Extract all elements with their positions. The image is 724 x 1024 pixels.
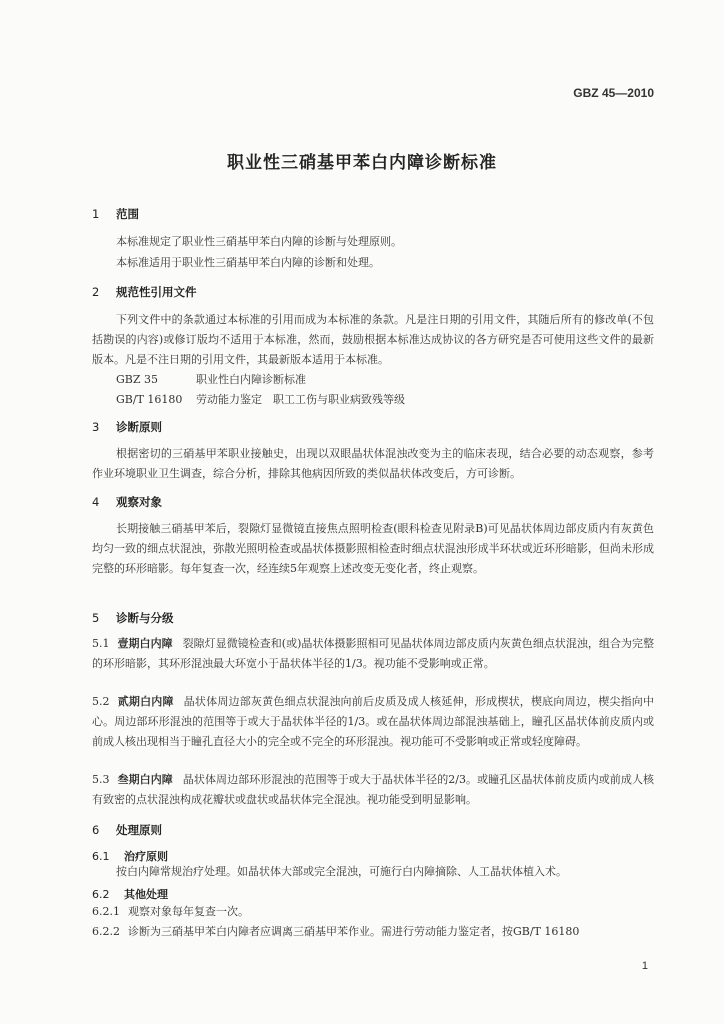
document-title: 职业性三硝基甲苯白内障诊断标准: [227, 153, 497, 173]
grade-1-item: 5.1 壹期白内障 裂隙灯显微镜检查和(或)晶状体摄影照相可见晶状体周边部皮质内灰黄色细点状混浊，组合为完整的环形暗影，其环形混浊最大环宽小于晶状体半径的1/3。视功能不受影响或正常。: [92, 637, 655, 670]
subsection-6-1-heading: 6.1 治疗原则: [92, 850, 168, 863]
item-6-2-1: 6.2.1 观察对象每年复查一次。: [92, 905, 249, 918]
reference-gbz35: GBZ 35 职业性白内障诊断标准: [116, 373, 306, 386]
item-6-2-2: 6.2.2 诊断为三硝基甲苯白内障者应调离三硝基甲苯作业。需进行劳动能力鉴定者，按GB/T 16180: [92, 925, 580, 938]
section-4-heading: 4 观察对象: [92, 495, 162, 509]
section-2-heading: 2 规范性引用文件: [92, 285, 197, 299]
standard-code: GBZ 45—2010: [573, 86, 654, 100]
section-2-paragraph: 下列文件中的条款通过本标准的引用而成为本标准的条款。凡是注日期的引用文件，其随后所有的修改单(不包括勘误的内容)或修订版均不适用于本标准，然而，鼓励根据本标准达成协议的各方研究是否可使用这些文件的最新版本。凡是不注日期的引用文件，其最新版本适用于本标准。: [92, 313, 654, 366]
page-number: 1: [641, 960, 648, 972]
section-3-heading: 3 诊断原则: [92, 420, 162, 434]
section-1-paragraph-1: 本标准规定了职业性三硝基甲苯白内障的诊断与处理原则。: [116, 235, 402, 248]
section-1-heading: 1 范围: [92, 207, 139, 221]
section-1-paragraph-2: 本标准适用于职业性三硝基甲苯白内障的诊断和处理。: [116, 256, 380, 269]
section-6-heading: 6 处理原则: [92, 823, 162, 837]
subsection-6-1-paragraph: 按白内障常规治疗处理。如晶状体大部或完全混浊，可施行白内障摘除、人工晶状体植入术。: [116, 865, 567, 878]
grade-3-item: 5.3 叁期白内障 晶状体周边部环形混浊的范围等于或大于晶状体半径的2/3。或瞳孔区晶状体前皮质内或前成人核有致密的点状混浊构成花瓣状或盘状或晶状体完全混浊。视功能受到明显影响。: [92, 773, 654, 806]
section-3-paragraph: 根据密切的三硝基甲苯职业接触史，出现以双眼晶状体混浊改变为主的临床表现，结合必要的动态观察，参考作业环境职业卫生调查，综合分析，排除其他病因所致的类似晶状体改变后，方可诊断。: [92, 447, 654, 480]
subsection-6-2-heading: 6.2 其他处理: [92, 888, 168, 901]
section-4-paragraph: 长期接触三硝基甲苯后，裂隙灯显微镜直接焦点照明检查(眼科检查见附录B)可见晶状体周边部皮质内有灰黄色均匀一致的细点状混浊，弥散光照明检查或晶状体摄影照相检查时细点状混浊形成半环状或近环形暗影，但尚未形成完整的环形暗影。每年复查一次，经连续5年观察上述改变无变化者，终止观察。: [92, 522, 654, 575]
grade-2-item: 5.2 贰期白内障 晶状体周边部灰黄色细点状混浊向前后皮质及成人核延伸，形成楔状，楔底向周边，楔尖指向中心。周边部环形混浊的范围等于或大于晶状体半径的1/3。或在晶状体周边部混浊基础上，瞳孔区晶状体前皮质内或前成人核出现相当于瞳孔直径大小的完全或不完全的环形混浊。视功能可不受影响或正常或轻度障碍。: [92, 695, 655, 748]
section-5-heading: 5 诊断与分级: [92, 611, 174, 625]
reference-gbt16180: GB/T 16180 劳动能力鉴定 职工工伤与职业病致残等级: [116, 393, 405, 406]
